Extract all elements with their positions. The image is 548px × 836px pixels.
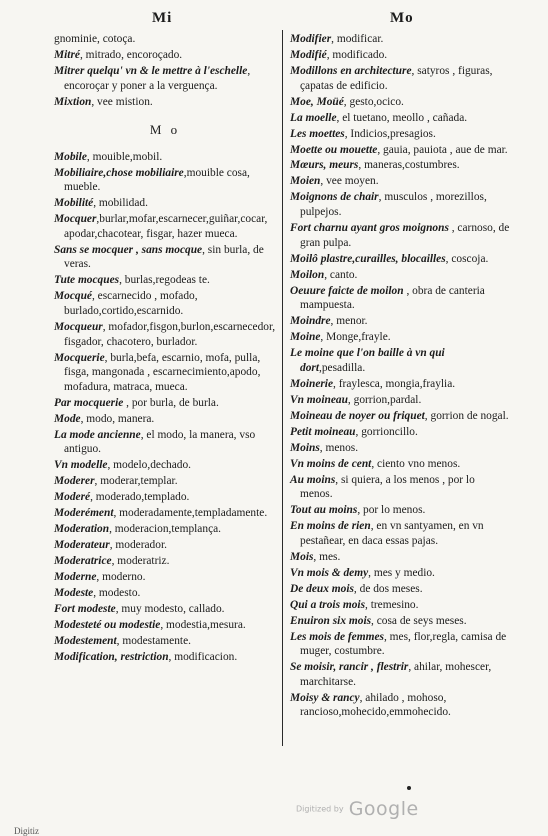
entry-headword: Moderatrice (54, 555, 112, 568)
entry-headword: Les mois de femmes (290, 630, 384, 643)
dictionary-entry (290, 630, 510, 659)
entry-headword: Mobilité (54, 197, 94, 210)
entry-headword: Moineau de noyer ou friquet (290, 409, 425, 422)
entry-definition: , moderado,templado. (90, 491, 190, 504)
entry-definition: , por lo menos. (357, 504, 426, 517)
entry-definition: , modificar. (331, 33, 384, 45)
dictionary-entry (54, 602, 276, 617)
entry-headword: Moderé (54, 491, 91, 504)
entry-headword: Modesteté ou modestie (54, 619, 161, 632)
entry-headword: Vn moineau (290, 393, 348, 406)
entry-headword: Petit moineau (290, 425, 356, 438)
dictionary-entry (54, 150, 276, 165)
entry-headword: Moderation (54, 523, 110, 536)
entry-definition: , fraylesca, mongia,fraylia. (333, 377, 456, 390)
entry-definition: , modesto. (93, 587, 141, 600)
dictionary-entry (290, 473, 510, 502)
dictionary-entry (54, 458, 276, 473)
dictionary-entry (290, 252, 510, 267)
entry-headword: Au moins (290, 473, 336, 486)
entry-definition: , mes y medio. (368, 566, 435, 579)
entry-headword: Par mocquerie (54, 396, 124, 409)
entry-headword: Mobiliaire,chose mobiliaire (54, 166, 184, 179)
dictionary-entry (54, 554, 276, 569)
dictionary-entry (54, 32, 276, 47)
entry-headword: Mode (54, 412, 81, 425)
entry-headword: Mitrer quelqu' vn & le mettre à l'eschelle (54, 64, 248, 77)
dictionary-entry (290, 425, 510, 440)
entry-headword: Mixtion (54, 95, 92, 108)
entry-definition: , Indicios,presagios. (344, 127, 436, 140)
entry-headword: Moinerie (290, 377, 334, 390)
dictionary-entry (290, 221, 510, 250)
entry-headword: Moderément (54, 507, 114, 520)
entry-definition: , si quiera, a los menos , por lo menos. (300, 473, 475, 501)
dictionary-entry (290, 284, 510, 313)
entry-headword: Moisy & rancy (290, 691, 360, 704)
entry-definition: , gesto,ocico. (343, 95, 404, 108)
entry-definition: , vee mistion. (91, 95, 153, 108)
digitized-watermark (296, 798, 419, 820)
dictionary-entry (290, 314, 510, 329)
entry-definition: , carnoso, de gran pulpa. (300, 222, 510, 249)
left-top-entries (54, 32, 276, 109)
dictionary-entry (290, 660, 510, 689)
entry-definition: ,burlar,mofar,escarnecer,guiñar,cocar, apodar,chacotear, fisgar, hazer mueca. (64, 213, 268, 240)
dictionary-entry (290, 32, 510, 47)
dictionary-entry (290, 190, 510, 219)
entry-definition: , el modo, la manera, vso antiguo. (64, 428, 256, 456)
entry-definition: , moderadamente,templadamente. (113, 507, 268, 520)
entry-definition: , vee moyen. (320, 175, 379, 188)
dictionary-entry (290, 614, 510, 629)
dictionary-entry (290, 441, 510, 456)
entry-headword: Moderer (54, 475, 95, 488)
dictionary-entry (290, 503, 510, 518)
entry-definition: , moderno. (96, 571, 146, 584)
dictionary-entry (290, 582, 510, 597)
dictionary-entry (54, 428, 276, 457)
entry-headword: Enuiron six mois (290, 614, 372, 627)
dictionary-entry (290, 377, 510, 392)
entry-headword: Moilon (290, 268, 325, 281)
entry-definition: , modestamente. (116, 635, 191, 648)
dictionary-entry (290, 566, 510, 581)
entry-definition: , gauia, pauiota , aue de mar. (377, 143, 508, 156)
entry-definition: , modificado. (326, 48, 388, 61)
entry-definition: , gorrion de nogal. (424, 409, 509, 422)
entry-definition: , burlas,regodeas te. (119, 274, 210, 287)
right-column (290, 32, 510, 721)
entry-headword: Moien (290, 175, 321, 188)
entry-definition: , encoroçar y poner a la verguença. (64, 64, 251, 92)
dictionary-entry (54, 538, 276, 553)
entry-headword: Vn mois & demy (290, 566, 369, 579)
entry-headword: Mois (290, 550, 314, 563)
dictionary-entry (54, 243, 276, 272)
entry-headword: Moilô plastre,curailles, blocailles (290, 252, 446, 265)
entry-definition: ,mouible cosa, mueble. (64, 166, 250, 194)
dictionary-entry (290, 346, 510, 375)
column-divider (282, 30, 283, 746)
entry-headword: Mocquer (54, 213, 97, 226)
entry-headword: Mocquerie (54, 351, 105, 364)
entry-headword: Moette ou mouette (290, 143, 378, 156)
entry-definition: , mes. (313, 550, 341, 563)
entry-definition: , moderar,templar. (94, 475, 178, 488)
watermark-prefix: Digitized by (296, 804, 344, 814)
entry-definition: , ciento vno menos. (371, 457, 461, 470)
dictionary-entry (290, 158, 510, 173)
entry-definition: , burla,befa, escarnio, mofa, pulla, fisga, mangonada , escarnecimiento,apodo, mofadura, matraca, mueca. (64, 351, 261, 393)
entry-definition: , mobilidad. (93, 197, 148, 210)
left-entries (54, 150, 276, 665)
dictionary-entry (54, 166, 276, 195)
dictionary-entry (54, 490, 276, 505)
right-entries (290, 32, 510, 720)
entry-headword: Moine (290, 331, 321, 344)
entry-definition: , mofador,fisgon,burlon,escarnecedor, fisgador, chacotero, burlador. (64, 321, 276, 348)
dictionary-entry (290, 95, 510, 110)
watermark-brand: Google (348, 798, 419, 820)
entry-headword: En moins de rien (290, 520, 371, 533)
entry-headword: Moderne (54, 571, 97, 584)
entry-headword: Mobile (54, 150, 87, 163)
dictionary-entry (290, 127, 510, 142)
dictionary-entry (290, 457, 510, 472)
entry-definition: , modelo,dechado. (107, 459, 191, 472)
entry-definition: , muy modesto, callado. (115, 603, 225, 616)
dictionary-entry (54, 212, 276, 241)
entry-headword: Mitré (54, 48, 80, 61)
dictionary-entry (54, 570, 276, 585)
dictionary-entry (54, 320, 276, 349)
entry-definition: , maneras,costumbres. (358, 159, 460, 172)
entry-definition: , canto. (324, 268, 358, 281)
dictionary-entry (290, 409, 510, 424)
entry-definition: , ahilado , mohoso, ranciosο,mohecido,emmohecido. (300, 691, 451, 719)
entry-definition: , Monge,frayle. (320, 331, 391, 344)
entry-definition: , obra de canteria mampuesta. (300, 284, 485, 312)
entry-definition: , modestia,mesura. (160, 619, 246, 632)
entry-headword: De deux mois (290, 582, 354, 595)
dictionary-entry (290, 268, 510, 283)
entry-definition: , cosa de seys meses. (371, 614, 467, 627)
entry-headword: Tout au moins (290, 504, 358, 517)
dictionary-entry (290, 143, 510, 158)
entry-headword: Vn modelle (54, 459, 108, 472)
entry-definition: , gorrion,pardal. (347, 393, 422, 406)
dictionary-entry (290, 598, 510, 613)
dictionary-entry (290, 519, 510, 548)
entry-definition: , tremesino. (365, 598, 419, 611)
entry-headword: Qui a trois mois (290, 598, 366, 611)
entry-headword: Fort charnu ayant gros moignons (290, 222, 449, 235)
entry-definition: , satyros , figuras, çapatas de edificio. (300, 64, 493, 92)
dictionary-entry (54, 351, 276, 395)
dictionary-entry (54, 474, 276, 489)
entry-definition: ,pesadilla. (319, 361, 366, 374)
entry-definition: , moderacion,templança. (109, 523, 222, 536)
entry-definition: , modificacion. (168, 651, 238, 664)
entry-headword: Modeste (54, 587, 94, 600)
entry-definition: , gorrioncillo. (355, 425, 418, 438)
dictionary-entry (290, 550, 510, 565)
entry-headword: Mœurs, meurs (290, 159, 359, 172)
entry-definition: , moderatriz. (111, 555, 170, 568)
dictionary-entry (54, 412, 276, 427)
dictionary-entry (54, 618, 276, 633)
entry-definition: gnominie, cotoça. (54, 33, 136, 45)
entry-headword: Moderateur (54, 539, 110, 552)
entry-definition: , modo, manera. (80, 412, 155, 425)
dictionary-entry (54, 289, 276, 318)
dictionary-entry (54, 196, 276, 211)
entry-headword: Oeuure faicte de moilon (290, 284, 404, 297)
entry-definition: , escarnecido , mofado, burlado,cortido,escarnido. (64, 290, 198, 318)
entry-headword: Modification, restriction (54, 651, 169, 664)
entry-definition: , coscoja. (445, 252, 489, 265)
entry-definition: , ahilar, mohescer, marchitarse. (300, 661, 492, 688)
entry-definition: , sin burla, de veras. (64, 243, 264, 271)
entry-headword: La mode ancienne (54, 428, 141, 441)
entry-definition: , de dos meses. (353, 582, 423, 595)
left-column (54, 32, 276, 666)
dictionary-entry (54, 634, 276, 649)
dictionary-entry (54, 396, 276, 411)
entry-definition: , mes, flor,regla, camisa de muger, costumbre. (300, 630, 507, 658)
entry-headword: Modillons en architecture (290, 64, 412, 77)
dictionary-entry (290, 64, 510, 93)
entry-headword: Se moisir, rancir , flestrir (290, 661, 409, 674)
entry-headword: Le moine que l'on baille à vn qui dort (290, 347, 445, 374)
entry-headword: Modestement (54, 635, 117, 648)
entry-headword: Les moettes (290, 127, 345, 140)
entry-definition: , el tuetano, meollo , cañada. (336, 111, 468, 124)
entry-definition: , moderador. (109, 539, 167, 552)
dictionary-entry (54, 64, 276, 93)
dictionary-entry (290, 111, 510, 126)
entry-headword: Sans se mocquer , sans mocque (54, 243, 203, 256)
entry-headword: Modifier (290, 33, 332, 45)
entry-definition: , por burla, de burla. (123, 396, 219, 409)
entry-headword: Modifié (290, 48, 327, 61)
entry-definition: , mouible,mobil. (86, 150, 163, 163)
entry-definition: , menor. (330, 315, 368, 328)
dictionary-entry (54, 48, 276, 63)
dictionary-entry (290, 330, 510, 345)
entry-definition: , mitrado, encoroçado. (79, 48, 183, 61)
entry-headword: Fort modeste (54, 603, 116, 616)
dictionary-entry (54, 522, 276, 537)
entry-definition: , en vn santyamen, en vn pestañear, en daca essas pajas. (300, 520, 484, 547)
section-heading: M o (149, 122, 181, 138)
entry-headword: Moignons de chair (290, 191, 379, 204)
entry-headword: Moins (290, 441, 320, 454)
entry-headword: Moe, Moüé (290, 95, 344, 108)
entry-headword: Tute mocques (54, 274, 120, 287)
entry-headword: Vn moins de cent (290, 457, 372, 470)
entry-headword: La moelle (290, 111, 337, 124)
dictionary-entry (290, 174, 510, 189)
entry-definition: , menos. (319, 441, 359, 454)
dictionary-entry (54, 506, 276, 521)
entry-headword: Mocqueur (54, 321, 103, 333)
footer-fragment: Digitiz (14, 826, 39, 836)
dictionary-entry (290, 393, 510, 408)
running-head-left: Mi (152, 10, 173, 26)
dictionary-entry (54, 273, 276, 288)
dictionary-entry (54, 586, 276, 601)
entry-headword: Moindre (290, 315, 331, 328)
ink-dot (407, 786, 411, 790)
entry-headword: Mocqué (54, 290, 92, 303)
running-head-right: Mo (390, 10, 414, 26)
entry-definition: , musculos , morezillos, pulpejos. (300, 191, 487, 219)
dictionary-entry (54, 95, 276, 110)
dictionary-entry (290, 691, 510, 720)
dictionary-entry (54, 650, 276, 665)
dictionary-entry (290, 48, 510, 63)
